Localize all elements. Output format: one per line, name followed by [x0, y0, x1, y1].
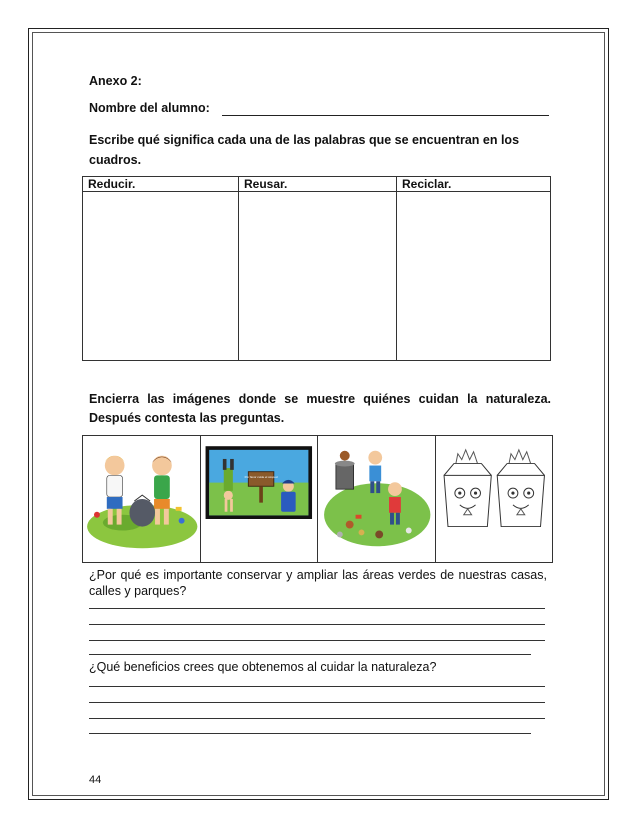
- recycling-bags-icon: [436, 436, 553, 562]
- answer-cell-reducir[interactable]: [83, 192, 239, 361]
- header-reducir: Reducir.: [83, 177, 239, 192]
- children-collecting-garbage-icon: [318, 436, 435, 562]
- image-row: [82, 435, 553, 563]
- answer-line-q1-1[interactable]: [89, 608, 545, 609]
- image-cell-4[interactable]: [436, 436, 553, 562]
- people-damaging-park-sign-icon: [201, 436, 318, 562]
- student-name-line[interactable]: [222, 115, 549, 116]
- answer-line-q2-4[interactable]: [89, 733, 531, 734]
- answer-line-q1-3[interactable]: [89, 640, 545, 641]
- annex-heading: Anexo 2:: [89, 74, 142, 88]
- park-sign-text: Por favor cuide el césped: [244, 475, 277, 480]
- answer-line-q2-1[interactable]: [89, 686, 545, 687]
- instruction-images: Encierra las imágenes donde se muestre quiénes cuidan la naturaleza. Después contesta las preguntas.: [89, 392, 551, 425]
- image-cell-1[interactable]: [83, 436, 201, 562]
- question-1: ¿Por qué es importante conservar y ampliar las áreas verdes de nuestras casas, calles y parques?: [89, 568, 547, 598]
- header-reciclar: Reciclar.: [397, 177, 551, 192]
- answer-line-q1-2[interactable]: [89, 624, 545, 625]
- page-number: 44: [89, 774, 102, 786]
- image-cell-3[interactable]: [318, 436, 436, 562]
- answer-line-q2-3[interactable]: [89, 718, 545, 719]
- question-2: ¿Qué beneficios crees que obtenemos al cuidar la naturaleza?: [89, 660, 437, 674]
- image-cell-2[interactable]: [201, 436, 319, 562]
- answer-line-q2-2[interactable]: [89, 702, 545, 703]
- rrr-table: [82, 176, 551, 361]
- answer-cell-reusar[interactable]: [239, 192, 397, 361]
- answer-cell-reciclar[interactable]: [397, 192, 551, 361]
- instruction-words: Escribe qué significa cada una de las palabras que se encuentran en los cuadros.: [89, 133, 520, 167]
- student-name-label: Nombre del alumno:: [89, 101, 210, 115]
- answer-line-q1-4[interactable]: [89, 654, 531, 655]
- header-reusar: Reusar.: [239, 177, 397, 192]
- children-picking-trash-icon: [83, 436, 200, 562]
